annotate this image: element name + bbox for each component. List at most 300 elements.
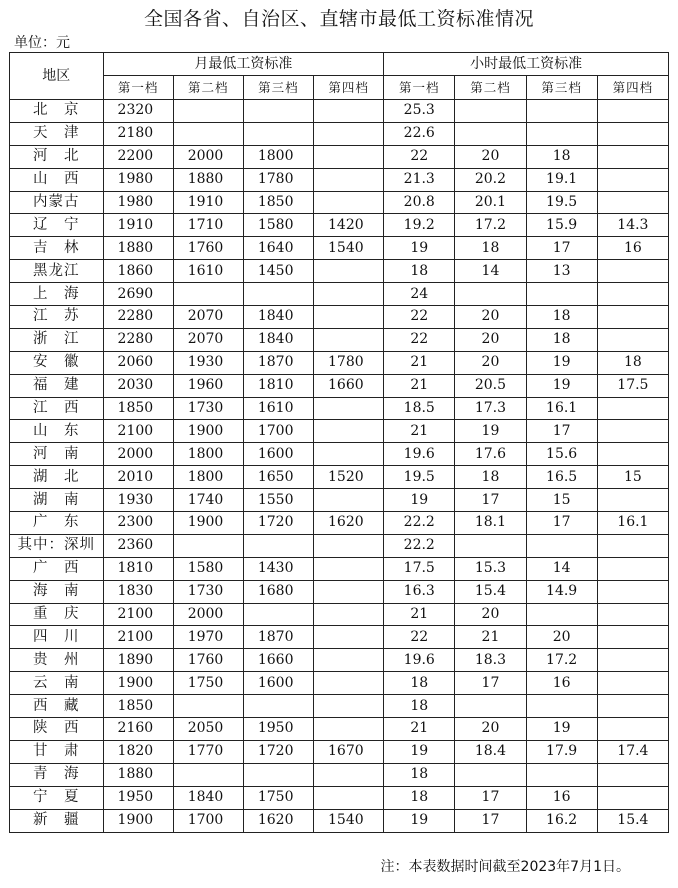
hourly-tier-4-cell bbox=[597, 191, 668, 214]
hourly-tier-2-cell bbox=[455, 122, 526, 145]
hourly-tier-2-cell: 18.1 bbox=[455, 512, 526, 535]
monthly-tier-1-cell: 1950 bbox=[103, 786, 173, 809]
monthly-tier-1-cell: 1880 bbox=[103, 237, 173, 260]
monthly-tier-3-cell: 1610 bbox=[243, 397, 313, 420]
table-row bbox=[10, 443, 669, 466]
monthly-tier-4-header: 第四档 bbox=[314, 76, 384, 100]
hourly-tier-2-cell: 15.3 bbox=[455, 557, 526, 580]
monthly-tier-4-cell bbox=[314, 603, 384, 626]
table-row bbox=[10, 168, 669, 191]
monthly-tier-2-cell: 1740 bbox=[173, 489, 243, 512]
monthly-tier-2-cell: 1840 bbox=[173, 786, 243, 809]
hourly-tier-2-cell: 17.6 bbox=[455, 443, 526, 466]
hourly-tier-4-cell: 15 bbox=[597, 466, 668, 489]
hourly-tier-4-cell bbox=[597, 145, 668, 168]
monthly-tier-3-cell bbox=[243, 603, 313, 626]
monthly-tier-4-cell bbox=[314, 672, 384, 695]
monthly-tier-3-cell: 1780 bbox=[243, 168, 313, 191]
hourly-tier-2-cell: 20.5 bbox=[455, 374, 526, 397]
hourly-tier-3-cell bbox=[526, 534, 597, 557]
hourly-tier-4-cell: 15.4 bbox=[597, 809, 668, 832]
hourly-tier-1-cell: 21 bbox=[384, 718, 455, 741]
monthly-tier-4-cell bbox=[314, 763, 384, 786]
hourly-tier-1-cell: 21 bbox=[384, 603, 455, 626]
hourly-tier-2-cell bbox=[455, 100, 526, 123]
hourly-tier-2-cell bbox=[455, 283, 526, 306]
monthly-tier-4-cell bbox=[314, 443, 384, 466]
monthly-tier-1-cell: 2180 bbox=[103, 122, 173, 145]
hourly-tier-2-cell: 18 bbox=[455, 466, 526, 489]
monthly-tier-3-cell: 1600 bbox=[243, 443, 313, 466]
monthly-tier-4-cell bbox=[314, 145, 384, 168]
monthly-tier-3-cell: 1750 bbox=[243, 786, 313, 809]
monthly-tier-4-cell bbox=[314, 420, 384, 443]
minimum-wage-table bbox=[9, 52, 669, 833]
table-row bbox=[10, 809, 669, 832]
monthly-tier-3-cell: 1450 bbox=[243, 260, 313, 283]
monthly-tier-2-cell: 1730 bbox=[173, 580, 243, 603]
table-row bbox=[10, 489, 669, 512]
hourly-tier-2-cell: 20.1 bbox=[455, 191, 526, 214]
table-row bbox=[10, 740, 669, 763]
hourly-tier-4-cell bbox=[597, 283, 668, 306]
hourly-tier-1-cell: 22 bbox=[384, 626, 455, 649]
hourly-tier-4-cell: 17.5 bbox=[597, 374, 668, 397]
hourly-tier-3-cell: 18 bbox=[526, 328, 597, 351]
hourly-tier-2-cell: 18 bbox=[455, 237, 526, 260]
unit-label: 单位：元 bbox=[14, 35, 70, 51]
hourly-tier-1-cell: 21 bbox=[384, 374, 455, 397]
monthly-tier-2-cell: 1800 bbox=[173, 443, 243, 466]
hourly-tier-3-cell bbox=[526, 763, 597, 786]
monthly-tier-2-cell: 2000 bbox=[173, 145, 243, 168]
monthly-tier-2-cell: 1880 bbox=[173, 168, 243, 191]
hourly-tier-3-cell: 16 bbox=[526, 672, 597, 695]
hourly-group-header: 小时最低工资标准 bbox=[384, 53, 669, 76]
hourly-tier-3-cell: 16 bbox=[526, 786, 597, 809]
monthly-tier-4-cell bbox=[314, 397, 384, 420]
hourly-tier-4-cell bbox=[597, 397, 668, 420]
hourly-tier-1-cell: 21 bbox=[384, 420, 455, 443]
monthly-tier-1-cell: 1890 bbox=[103, 649, 173, 672]
monthly-tier-2-cell: 1900 bbox=[173, 420, 243, 443]
monthly-tier-1-cell: 1860 bbox=[103, 260, 173, 283]
hourly-tier-2-cell: 15.4 bbox=[455, 580, 526, 603]
monthly-tier-1-cell: 1910 bbox=[103, 214, 173, 237]
monthly-group-header: 月最低工资标准 bbox=[103, 53, 384, 76]
hourly-tier-2-cell: 14 bbox=[455, 260, 526, 283]
monthly-tier-3-cell: 1870 bbox=[243, 626, 313, 649]
hourly-tier-2-cell: 20 bbox=[455, 718, 526, 741]
hourly-tier-4-cell bbox=[597, 100, 668, 123]
monthly-tier-4-cell: 1540 bbox=[314, 809, 384, 832]
monthly-tier-4-cell bbox=[314, 695, 384, 718]
hourly-tier-2-cell: 20 bbox=[455, 351, 526, 374]
monthly-tier-2-cell: 2070 bbox=[173, 306, 243, 329]
hourly-tier-4-cell: 16 bbox=[597, 237, 668, 260]
hourly-tier-1-cell: 19.2 bbox=[384, 214, 455, 237]
hourly-tier-3-cell: 15 bbox=[526, 489, 597, 512]
header-row-groups bbox=[10, 53, 669, 76]
table-row bbox=[10, 260, 669, 283]
monthly-tier-4-cell: 1670 bbox=[314, 740, 384, 763]
hourly-tier-2-cell bbox=[455, 763, 526, 786]
region-column-header: 地区 bbox=[10, 53, 104, 100]
hourly-tier-4-cell bbox=[597, 626, 668, 649]
monthly-tier-1-cell: 2280 bbox=[103, 306, 173, 329]
hourly-tier-4-cell bbox=[597, 420, 668, 443]
hourly-tier-4-cell: 16.1 bbox=[597, 512, 668, 535]
monthly-tier-4-cell bbox=[314, 626, 384, 649]
monthly-tier-3-cell bbox=[243, 122, 313, 145]
monthly-tier-1-cell: 1900 bbox=[103, 809, 173, 832]
region-cell: 云 南 bbox=[10, 672, 104, 695]
monthly-tier-2-cell: 1700 bbox=[173, 809, 243, 832]
monthly-tier-1-cell: 1850 bbox=[103, 397, 173, 420]
monthly-tier-2-cell: 1610 bbox=[173, 260, 243, 283]
monthly-tier-3-cell: 1870 bbox=[243, 351, 313, 374]
hourly-tier-4-cell bbox=[597, 489, 668, 512]
hourly-tier-2-cell: 21 bbox=[455, 626, 526, 649]
table-row bbox=[10, 763, 669, 786]
monthly-tier-2-cell: 1710 bbox=[173, 214, 243, 237]
table-row bbox=[10, 328, 669, 351]
table-row bbox=[10, 580, 669, 603]
table-row bbox=[10, 351, 669, 374]
hourly-tier-1-cell: 18 bbox=[384, 260, 455, 283]
monthly-tier-2-cell: 1760 bbox=[173, 237, 243, 260]
monthly-tier-3-cell: 1650 bbox=[243, 466, 313, 489]
region-cell: 江 苏 bbox=[10, 306, 104, 329]
region-cell: 江 西 bbox=[10, 397, 104, 420]
hourly-tier-2-cell bbox=[455, 695, 526, 718]
table-row bbox=[10, 466, 669, 489]
region-cell: 黑龙江 bbox=[10, 260, 104, 283]
hourly-tier-1-cell: 16.3 bbox=[384, 580, 455, 603]
monthly-tier-2-cell: 1930 bbox=[173, 351, 243, 374]
monthly-tier-3-cell: 1810 bbox=[243, 374, 313, 397]
table-row bbox=[10, 626, 669, 649]
monthly-tier-4-cell: 1780 bbox=[314, 351, 384, 374]
hourly-tier-3-cell bbox=[526, 122, 597, 145]
monthly-tier-2-cell bbox=[173, 283, 243, 306]
region-cell: 四 川 bbox=[10, 626, 104, 649]
monthly-tier-1-cell: 2030 bbox=[103, 374, 173, 397]
monthly-tier-1-cell: 2300 bbox=[103, 512, 173, 535]
region-cell: 山 西 bbox=[10, 168, 104, 191]
hourly-tier-1-cell: 18 bbox=[384, 763, 455, 786]
monthly-tier-1-cell: 2010 bbox=[103, 466, 173, 489]
monthly-tier-4-cell bbox=[314, 328, 384, 351]
hourly-tier-4-cell bbox=[597, 718, 668, 741]
hourly-tier-2-cell: 20 bbox=[455, 603, 526, 626]
hourly-tier-1-cell: 21 bbox=[384, 351, 455, 374]
monthly-tier-3-cell bbox=[243, 695, 313, 718]
region-cell: 西 藏 bbox=[10, 695, 104, 718]
monthly-tier-1-cell: 2200 bbox=[103, 145, 173, 168]
region-cell: 天 津 bbox=[10, 122, 104, 145]
monthly-tier-3-cell: 1950 bbox=[243, 718, 313, 741]
table-row bbox=[10, 603, 669, 626]
monthly-tier-3-header: 第三档 bbox=[243, 76, 313, 100]
monthly-tier-3-cell: 1840 bbox=[243, 306, 313, 329]
hourly-tier-4-cell bbox=[597, 534, 668, 557]
hourly-tier-2-cell: 18.3 bbox=[455, 649, 526, 672]
monthly-tier-3-cell: 1550 bbox=[243, 489, 313, 512]
table-row bbox=[10, 214, 669, 237]
table-row bbox=[10, 237, 669, 260]
monthly-tier-2-cell bbox=[173, 534, 243, 557]
hourly-tier-3-cell bbox=[526, 695, 597, 718]
monthly-tier-4-cell bbox=[314, 283, 384, 306]
region-cell: 河 北 bbox=[10, 145, 104, 168]
hourly-tier-4-cell bbox=[597, 168, 668, 191]
region-cell: 河 南 bbox=[10, 443, 104, 466]
monthly-tier-3-cell: 1600 bbox=[243, 672, 313, 695]
region-cell: 宁 夏 bbox=[10, 786, 104, 809]
hourly-tier-1-cell: 19 bbox=[384, 740, 455, 763]
region-cell: 辽 宁 bbox=[10, 214, 104, 237]
monthly-tier-3-cell: 1620 bbox=[243, 809, 313, 832]
monthly-tier-3-cell: 1580 bbox=[243, 214, 313, 237]
hourly-tier-3-cell: 16.5 bbox=[526, 466, 597, 489]
table-row bbox=[10, 649, 669, 672]
region-cell: 吉 林 bbox=[10, 237, 104, 260]
hourly-tier-1-cell: 19 bbox=[384, 489, 455, 512]
monthly-tier-1-cell: 2360 bbox=[103, 534, 173, 557]
hourly-tier-3-cell: 16.1 bbox=[526, 397, 597, 420]
monthly-tier-1-cell: 2280 bbox=[103, 328, 173, 351]
monthly-tier-2-cell: 1960 bbox=[173, 374, 243, 397]
monthly-tier-2-cell: 2050 bbox=[173, 718, 243, 741]
hourly-tier-3-cell: 16.2 bbox=[526, 809, 597, 832]
table-row bbox=[10, 420, 669, 443]
monthly-tier-1-cell: 2100 bbox=[103, 603, 173, 626]
table-row bbox=[10, 557, 669, 580]
monthly-tier-2-cell: 1970 bbox=[173, 626, 243, 649]
hourly-tier-4-cell: 14.3 bbox=[597, 214, 668, 237]
hourly-tier-3-cell: 19 bbox=[526, 351, 597, 374]
hourly-tier-1-cell: 18.5 bbox=[384, 397, 455, 420]
monthly-tier-4-cell bbox=[314, 191, 384, 214]
hourly-tier-3-cell: 17.9 bbox=[526, 740, 597, 763]
hourly-tier-4-cell bbox=[597, 695, 668, 718]
table-row bbox=[10, 512, 669, 535]
hourly-tier-2-cell: 17 bbox=[455, 489, 526, 512]
hourly-tier-1-cell: 22.2 bbox=[384, 512, 455, 535]
hourly-tier-4-cell bbox=[597, 580, 668, 603]
hourly-tier-3-cell: 15.6 bbox=[526, 443, 597, 466]
monthly-tier-4-cell bbox=[314, 718, 384, 741]
hourly-tier-2-cell: 17 bbox=[455, 672, 526, 695]
monthly-tier-1-cell: 2100 bbox=[103, 626, 173, 649]
hourly-tier-2-cell: 19 bbox=[455, 420, 526, 443]
footnote: 注：本表数据时间截至2023年7月1日。 bbox=[380, 859, 630, 875]
monthly-tier-4-cell bbox=[314, 649, 384, 672]
region-cell: 重 庆 bbox=[10, 603, 104, 626]
monthly-tier-4-cell bbox=[314, 786, 384, 809]
monthly-tier-2-cell: 1800 bbox=[173, 466, 243, 489]
monthly-tier-2-cell: 1900 bbox=[173, 512, 243, 535]
region-cell: 新 疆 bbox=[10, 809, 104, 832]
table-row bbox=[10, 283, 669, 306]
hourly-tier-4-header: 第四档 bbox=[597, 76, 668, 100]
region-cell: 安 徽 bbox=[10, 351, 104, 374]
hourly-tier-3-cell: 14.9 bbox=[526, 580, 597, 603]
region-cell: 上 海 bbox=[10, 283, 104, 306]
hourly-tier-2-cell: 20 bbox=[455, 145, 526, 168]
hourly-tier-1-cell: 18 bbox=[384, 672, 455, 695]
hourly-tier-1-cell: 20.8 bbox=[384, 191, 455, 214]
region-cell: 广 东 bbox=[10, 512, 104, 535]
hourly-tier-4-cell bbox=[597, 763, 668, 786]
monthly-tier-4-cell bbox=[314, 489, 384, 512]
hourly-tier-4-cell bbox=[597, 122, 668, 145]
monthly-tier-1-cell: 2320 bbox=[103, 100, 173, 123]
monthly-tier-4-cell: 1520 bbox=[314, 466, 384, 489]
region-cell: 陕 西 bbox=[10, 718, 104, 741]
monthly-tier-2-cell: 1910 bbox=[173, 191, 243, 214]
hourly-tier-2-cell: 20.2 bbox=[455, 168, 526, 191]
monthly-tier-1-cell: 2000 bbox=[103, 443, 173, 466]
hourly-tier-1-cell: 22 bbox=[384, 306, 455, 329]
hourly-tier-4-cell bbox=[597, 306, 668, 329]
table-row bbox=[10, 122, 669, 145]
monthly-tier-1-cell: 1900 bbox=[103, 672, 173, 695]
hourly-tier-3-cell: 18 bbox=[526, 145, 597, 168]
hourly-tier-4-cell: 17.4 bbox=[597, 740, 668, 763]
region-cell: 海 南 bbox=[10, 580, 104, 603]
hourly-tier-4-cell bbox=[597, 328, 668, 351]
monthly-tier-4-cell bbox=[314, 260, 384, 283]
monthly-tier-1-cell: 2690 bbox=[103, 283, 173, 306]
monthly-tier-4-cell bbox=[314, 168, 384, 191]
monthly-tier-3-cell: 1430 bbox=[243, 557, 313, 580]
region-cell: 贵 州 bbox=[10, 649, 104, 672]
monthly-tier-1-cell: 1830 bbox=[103, 580, 173, 603]
hourly-tier-3-cell: 17 bbox=[526, 237, 597, 260]
hourly-tier-3-cell: 17 bbox=[526, 420, 597, 443]
hourly-tier-3-cell bbox=[526, 283, 597, 306]
monthly-tier-3-cell bbox=[243, 100, 313, 123]
hourly-tier-4-cell bbox=[597, 786, 668, 809]
region-cell: 湖 北 bbox=[10, 466, 104, 489]
hourly-tier-3-cell: 19.5 bbox=[526, 191, 597, 214]
table-row bbox=[10, 672, 669, 695]
region-cell: 北 京 bbox=[10, 100, 104, 123]
monthly-tier-4-cell: 1420 bbox=[314, 214, 384, 237]
monthly-tier-2-cell bbox=[173, 695, 243, 718]
monthly-tier-2-cell: 1750 bbox=[173, 672, 243, 695]
monthly-tier-4-cell: 1660 bbox=[314, 374, 384, 397]
region-cell: 其中：深圳 bbox=[10, 534, 104, 557]
region-cell: 内蒙古 bbox=[10, 191, 104, 214]
monthly-tier-3-cell bbox=[243, 763, 313, 786]
hourly-tier-2-cell: 17.2 bbox=[455, 214, 526, 237]
hourly-tier-1-cell: 22.6 bbox=[384, 122, 455, 145]
table-row bbox=[10, 695, 669, 718]
table-row bbox=[10, 718, 669, 741]
hourly-tier-1-cell: 19.6 bbox=[384, 443, 455, 466]
hourly-tier-2-cell: 18.4 bbox=[455, 740, 526, 763]
monthly-tier-1-cell: 2160 bbox=[103, 718, 173, 741]
monthly-tier-1-cell: 2060 bbox=[103, 351, 173, 374]
hourly-tier-3-cell bbox=[526, 100, 597, 123]
region-cell: 福 建 bbox=[10, 374, 104, 397]
monthly-tier-2-cell bbox=[173, 100, 243, 123]
monthly-tier-1-cell: 1820 bbox=[103, 740, 173, 763]
hourly-tier-2-cell: 17 bbox=[455, 809, 526, 832]
region-cell: 青 海 bbox=[10, 763, 104, 786]
monthly-tier-1-cell: 1980 bbox=[103, 191, 173, 214]
table-row bbox=[10, 191, 669, 214]
monthly-tier-4-cell: 1540 bbox=[314, 237, 384, 260]
monthly-tier-4-cell bbox=[314, 100, 384, 123]
table-row bbox=[10, 786, 669, 809]
hourly-tier-3-cell: 20 bbox=[526, 626, 597, 649]
hourly-tier-4-cell bbox=[597, 603, 668, 626]
monthly-tier-4-cell bbox=[314, 580, 384, 603]
monthly-tier-1-cell: 1980 bbox=[103, 168, 173, 191]
hourly-tier-1-cell: 21.3 bbox=[384, 168, 455, 191]
hourly-tier-2-cell bbox=[455, 534, 526, 557]
hourly-tier-3-cell: 19 bbox=[526, 374, 597, 397]
monthly-tier-2-cell: 1770 bbox=[173, 740, 243, 763]
hourly-tier-1-cell: 22 bbox=[384, 328, 455, 351]
monthly-tier-2-cell: 1580 bbox=[173, 557, 243, 580]
monthly-tier-1-cell: 1850 bbox=[103, 695, 173, 718]
monthly-tier-3-cell: 1680 bbox=[243, 580, 313, 603]
monthly-tier-2-cell: 1730 bbox=[173, 397, 243, 420]
hourly-tier-1-cell: 24 bbox=[384, 283, 455, 306]
table-body bbox=[10, 100, 669, 833]
hourly-tier-3-cell: 19 bbox=[526, 718, 597, 741]
hourly-tier-2-header: 第二档 bbox=[455, 76, 526, 100]
hourly-tier-1-cell: 22 bbox=[384, 145, 455, 168]
monthly-tier-4-cell bbox=[314, 306, 384, 329]
monthly-tier-2-header: 第二档 bbox=[173, 76, 243, 100]
hourly-tier-3-header: 第三档 bbox=[526, 76, 597, 100]
hourly-tier-1-cell: 25.3 bbox=[384, 100, 455, 123]
monthly-tier-1-cell: 1880 bbox=[103, 763, 173, 786]
monthly-tier-3-cell: 1850 bbox=[243, 191, 313, 214]
hourly-tier-4-cell bbox=[597, 557, 668, 580]
hourly-tier-2-cell: 20 bbox=[455, 306, 526, 329]
header-row-tiers bbox=[10, 76, 669, 100]
region-cell: 甘 肃 bbox=[10, 740, 104, 763]
hourly-tier-3-cell: 19.1 bbox=[526, 168, 597, 191]
hourly-tier-4-cell bbox=[597, 672, 668, 695]
hourly-tier-1-cell: 18 bbox=[384, 786, 455, 809]
monthly-tier-3-cell bbox=[243, 534, 313, 557]
hourly-tier-3-cell: 17.2 bbox=[526, 649, 597, 672]
monthly-tier-2-cell: 2000 bbox=[173, 603, 243, 626]
monthly-tier-2-cell bbox=[173, 122, 243, 145]
region-cell: 湖 南 bbox=[10, 489, 104, 512]
table-row bbox=[10, 100, 669, 123]
hourly-tier-2-cell: 17 bbox=[455, 786, 526, 809]
monthly-tier-3-cell: 1660 bbox=[243, 649, 313, 672]
monthly-tier-3-cell: 1720 bbox=[243, 512, 313, 535]
monthly-tier-3-cell: 1640 bbox=[243, 237, 313, 260]
monthly-tier-3-cell: 1720 bbox=[243, 740, 313, 763]
table-row bbox=[10, 306, 669, 329]
hourly-tier-1-cell: 17.5 bbox=[384, 557, 455, 580]
monthly-tier-1-cell: 1930 bbox=[103, 489, 173, 512]
hourly-tier-4-cell bbox=[597, 443, 668, 466]
hourly-tier-3-cell: 18 bbox=[526, 306, 597, 329]
hourly-tier-4-cell: 18 bbox=[597, 351, 668, 374]
